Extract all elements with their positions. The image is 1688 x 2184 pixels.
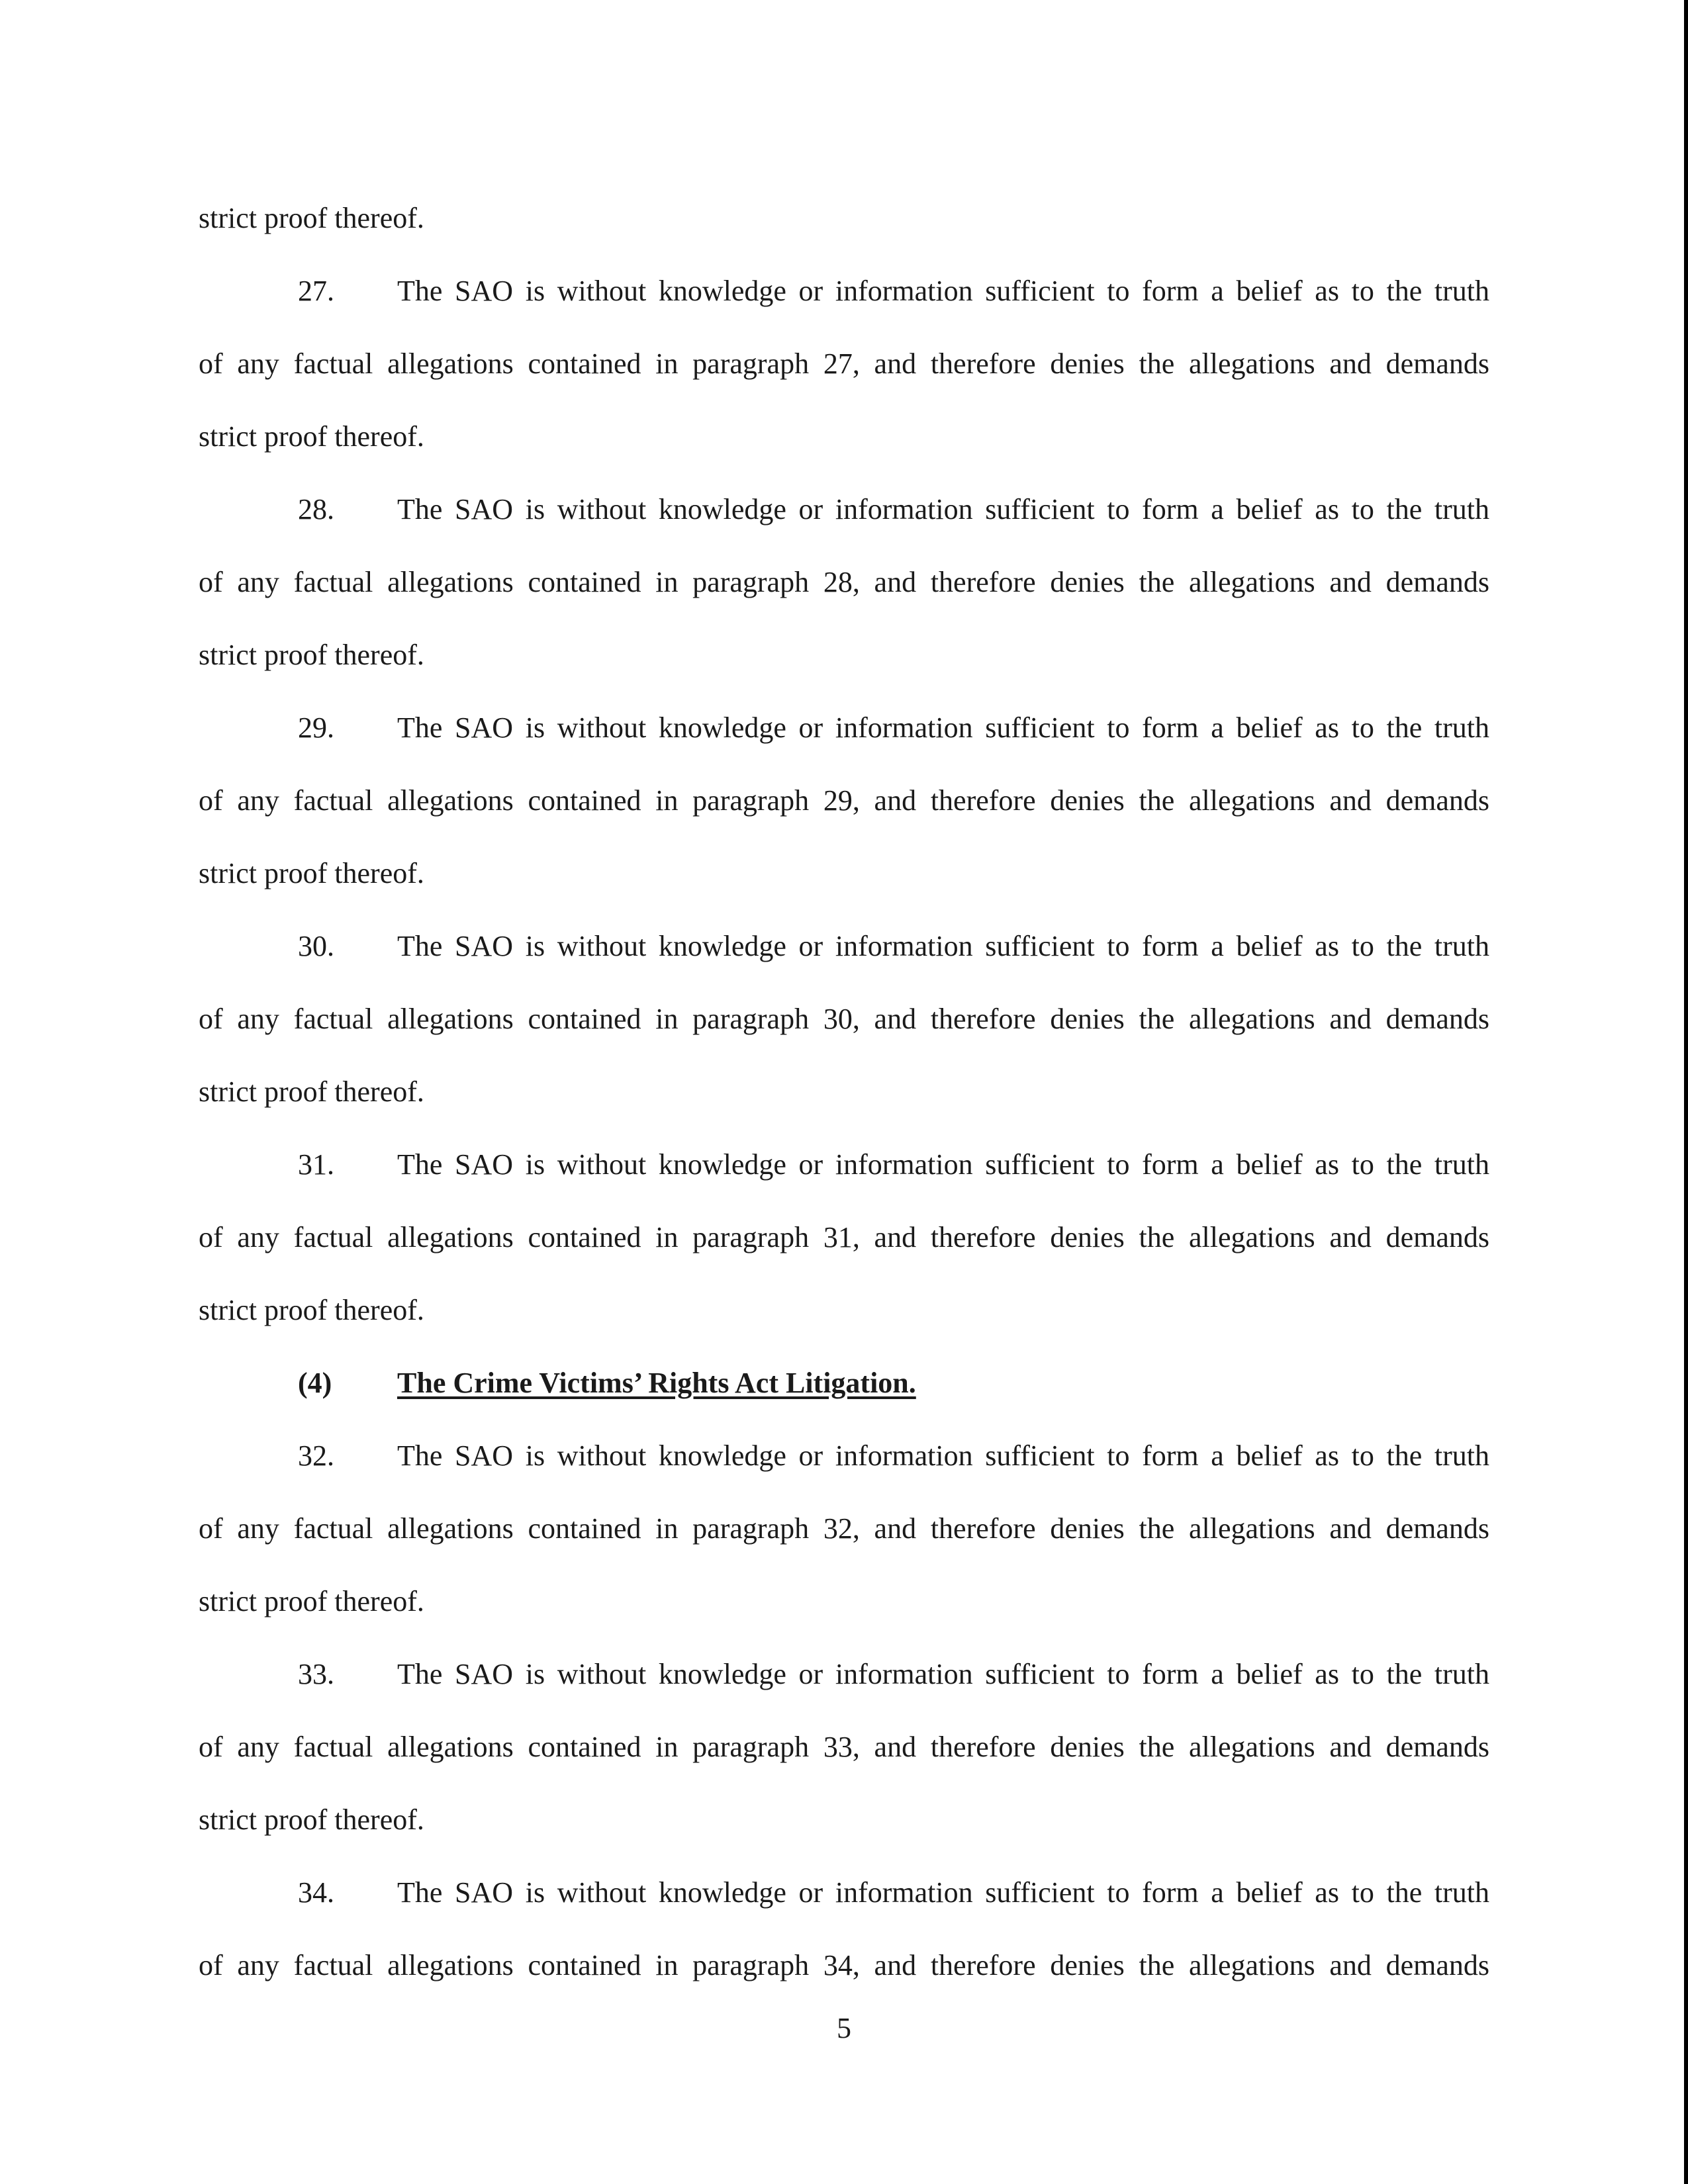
paragraph-line: of any factual allegations contained in paragraph 33, and therefore denies the allegations and demands: [199, 1731, 1489, 1763]
page-number: 5: [837, 2012, 851, 2044]
paragraph-line: The SAO is without knowledge or information sufficient to form a belief as to the truth: [397, 711, 1489, 744]
paragraph-number: 31.: [298, 1148, 334, 1181]
paragraph-line: The SAO is without knowledge or information sufficient to form a belief as to the truth: [397, 1148, 1489, 1181]
paragraph-line: of any factual allegations contained in paragraph 27, and therefore denies the allegations and demands: [199, 347, 1489, 380]
section-heading-number: (4): [298, 1367, 332, 1399]
paragraph-line: strict proof thereof.: [199, 1803, 424, 1836]
paragraph-number: 29.: [298, 711, 334, 744]
paragraph-line: of any factual allegations contained in paragraph 34, and therefore denies the allegations and demands: [199, 1949, 1489, 1981]
paragraph-line: The SAO is without knowledge or information sufficient to form a belief as to the truth: [397, 930, 1489, 962]
section-heading-title: The Crime Victims’ Rights Act Litigation.: [397, 1367, 916, 1399]
paragraph-line: of any factual allegations contained in paragraph 32, and therefore denies the allegations and demands: [199, 1512, 1489, 1545]
paragraph-line: The SAO is without knowledge or information sufficient to form a belief as to the truth: [397, 1439, 1489, 1472]
paragraph-line: The SAO is without knowledge or information sufficient to form a belief as to the truth: [397, 1876, 1489, 1909]
paragraph-line: strict proof thereof.: [199, 1294, 424, 1326]
paragraph-line: of any factual allegations contained in paragraph 30, and therefore denies the allegations and demands: [199, 1003, 1489, 1035]
paragraph-line: The SAO is without knowledge or information sufficient to form a belief as to the truth: [397, 275, 1489, 307]
paragraph-line: strict proof thereof.: [199, 420, 424, 453]
paragraph-number: 27.: [298, 275, 334, 307]
paragraph-line: strict proof thereof.: [199, 857, 424, 889]
paragraph-line: The SAO is without knowledge or information sufficient to form a belief as to the truth: [397, 1658, 1489, 1690]
paragraph-line: of any factual allegations contained in paragraph 29, and therefore denies the allegations and demands: [199, 784, 1489, 817]
paragraph-line: strict proof thereof.: [199, 639, 424, 671]
paragraph-line: of any factual allegations contained in paragraph 28, and therefore denies the allegations and demands: [199, 566, 1489, 598]
paragraph-number: 30.: [298, 930, 334, 962]
paragraph-number: 28.: [298, 493, 334, 525]
continuation-line: strict proof thereof.: [199, 202, 424, 234]
paragraph-number: 34.: [298, 1876, 334, 1909]
paragraph-line: of any factual allegations contained in paragraph 31, and therefore denies the allegations and demands: [199, 1221, 1489, 1253]
paragraph-line: strict proof thereof.: [199, 1585, 424, 1617]
paragraph-number: 33.: [298, 1658, 334, 1690]
page-edge-rule: [1684, 0, 1688, 2184]
paragraph-number: 32.: [298, 1439, 334, 1472]
paragraph-line: The SAO is without knowledge or information sufficient to form a belief as to the truth: [397, 493, 1489, 525]
paragraph-line: strict proof thereof.: [199, 1075, 424, 1108]
